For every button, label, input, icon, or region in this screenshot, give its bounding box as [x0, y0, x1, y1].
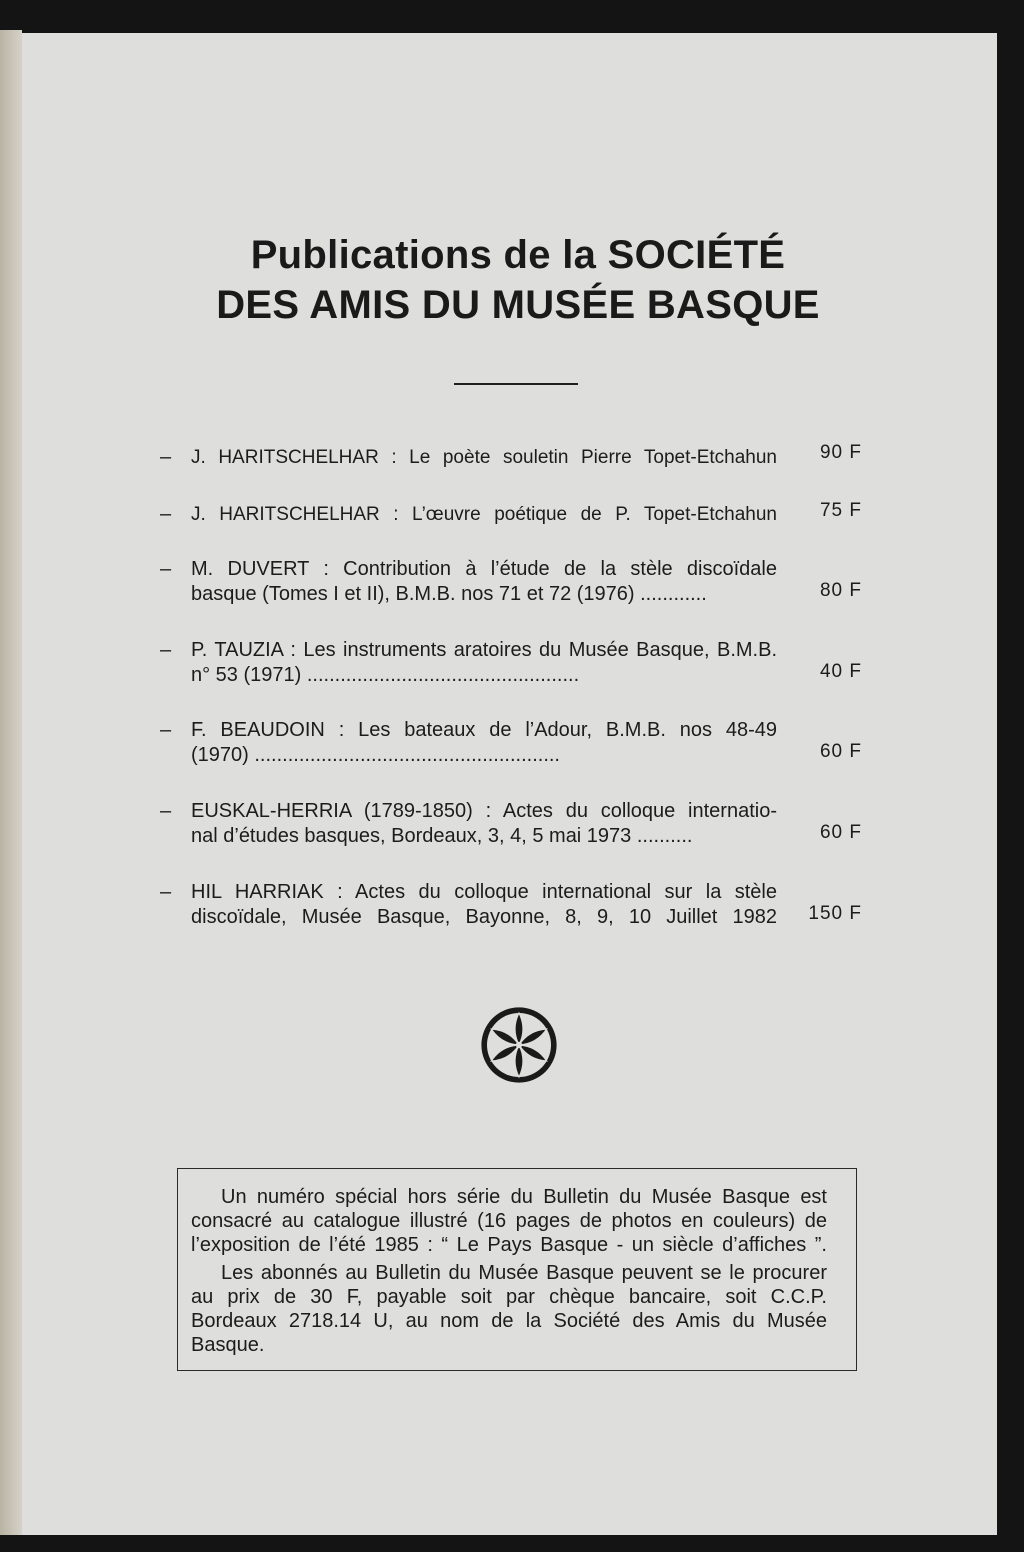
list-dash: –: [160, 881, 172, 903]
title-line-2: DES AMIS DU MUSÉE BASQUE: [216, 283, 820, 327]
publication-description: [191, 880, 777, 930]
list-dash: –: [160, 800, 172, 822]
notice-paragraph-1: [191, 1185, 827, 1257]
notice-line: consacré au catalogue illustré (16 pages de photos en couleurs) de: [191, 1210, 827, 1232]
publication-line: P. TAUZIA : Les instruments aratoires du Musée Basque, B.M.B.: [191, 639, 777, 661]
publication-line: HIL HARRIAK : Actes du colloque international sur la stèle: [191, 881, 777, 903]
publication-price: 150 F: [808, 903, 862, 924]
publication-price: 90 F: [819, 442, 862, 463]
publication-description: [191, 799, 777, 849]
publication-price: 60 F: [819, 741, 862, 762]
notice-paragraph-2: [191, 1261, 827, 1357]
list-dash: –: [160, 719, 172, 741]
notice-line: au prix de 30 F, payable soit par chèque bancaire, soit C.C.P.: [191, 1286, 827, 1308]
notice-line: Basque.: [191, 1334, 265, 1356]
publication-description: [191, 445, 777, 470]
publication-description: [191, 502, 777, 527]
publication-price: 80 F: [819, 580, 862, 601]
rosette-icon: [479, 1005, 559, 1085]
notice-line: Les abonnés au Bulletin du Musée Basque peuvent se le procurer: [221, 1262, 827, 1284]
publication-line: F. BEAUDOIN : Les bateaux de l’Adour, B.M.B. nos 48-49: [191, 719, 777, 741]
publication-line: (1970) .......................................................: [191, 744, 560, 766]
publication-line: discoïdale, Musée Basque, Bayonne, 8, 9, 10 Juillet 1982: [191, 906, 777, 928]
publication-line: M. DUVERT : Contribution à l’étude de la stèle discoïdale: [191, 558, 777, 580]
publication-line: J. HARITSCHELHAR : L’œuvre poétique de P. Topet-Etchahun: [191, 504, 777, 525]
publication-line: n° 53 (1971) .................................................: [191, 664, 580, 686]
publication-description: [191, 718, 777, 768]
publication-line: EUSKAL-HERRIA (1789-1850) : Actes du colloque internatio-: [191, 800, 777, 822]
list-dash: –: [160, 639, 172, 661]
title-line-1: Publications de la SOCIÉTÉ: [250, 233, 786, 277]
publication-description: [191, 638, 777, 688]
publication-line: basque (Tomes I et II), B.M.B. nos 71 et 72 (1976) ............: [191, 583, 707, 605]
notice-line: l’exposition de l’été 1985 : “ Le Pays Basque - un siècle d’affiches ”.: [191, 1234, 827, 1256]
publication-line: nal d’études basques, Bordeaux, 3, 4, 5 mai 1973 ..........: [191, 825, 693, 847]
list-dash: –: [160, 446, 172, 468]
notice-line: Un numéro spécial hors série du Bulletin du Musée Basque est: [221, 1186, 827, 1208]
list-dash: –: [160, 503, 172, 525]
publication-price: 60 F: [819, 822, 862, 843]
publication-price: 75 F: [819, 500, 862, 521]
publication-line: J. HARITSCHELHAR : Le poète souletin Pierre Topet-Etchahun: [191, 447, 777, 468]
notice-line: Bordeaux 2718.14 U, au nom de la Société des Amis du Musée: [191, 1310, 827, 1332]
list-dash: –: [160, 558, 172, 580]
publication-price: 40 F: [819, 661, 862, 682]
publication-description: [191, 557, 777, 607]
